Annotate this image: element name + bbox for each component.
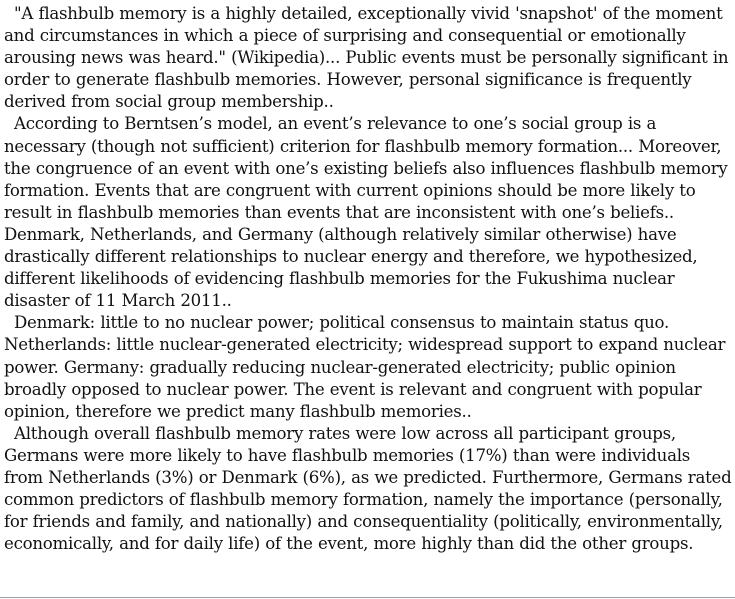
bottom-divider	[0, 597, 735, 598]
paragraph-results: Although overall flashbulb memory rates were low across all participant groups, Germans were more likely to have flashbulb memories (17%) than were individuals from Netherlands (3%) or Denmark (6%), as we predicted. Furthermore, Germans rated common predictors of flashbulb memory formation, namely the importance (personally, for friends and family, and nationally) and consequentiality (politically, environmentally, economically, and for daily life) of the event, more highly than did the other groups.	[4, 423, 732, 554]
paragraph-hypothesis: According to Berntsen’s model, an event’s relevance to one’s social group is a necessary (though not sufficient) criterion for flashbulb memory formation... Moreover, the congruence of an event with one’s existing beliefs also influences flashbulb memory formation. Events that are congruent with current opinions should be more likely to result in flashbulb memories than events that are inconsistent with one’s beliefs.. Denmark, Netherlands, and Germany (although relatively similar otherwise) have drastically different relationships to nuclear energy and therefore, we hypothesized, different likelihoods of evidencing flashbulb memories for the Fukushima nuclear disaster of 11 March 2011..	[4, 114, 728, 311]
paragraph-countries: Denmark: little to no nuclear power; political consensus to maintain status quo. Netherlands: little nuclear-generated electricity; widespread support to expand nuclear power. Germany: gradually reducing nuclear-generated electricity; public opinion broadly opposed to nuclear power. The event is relevant and congruent with popular opinion, therefore we predict many flashbulb memories..	[4, 313, 726, 421]
paragraph-definition: "A flashbulb memory is a highly detailed, exceptionally vivid 'snapshot' of the moment and circumstances in which a piece of surprising and consequential or emotionally arousing news was heard." (Wikipedia)... Public events must be personally significant in order to generate flashbulb memories. However, personal significance is frequently derived from social group membership..	[4, 4, 729, 112]
document-body	[4, 3, 732, 555]
